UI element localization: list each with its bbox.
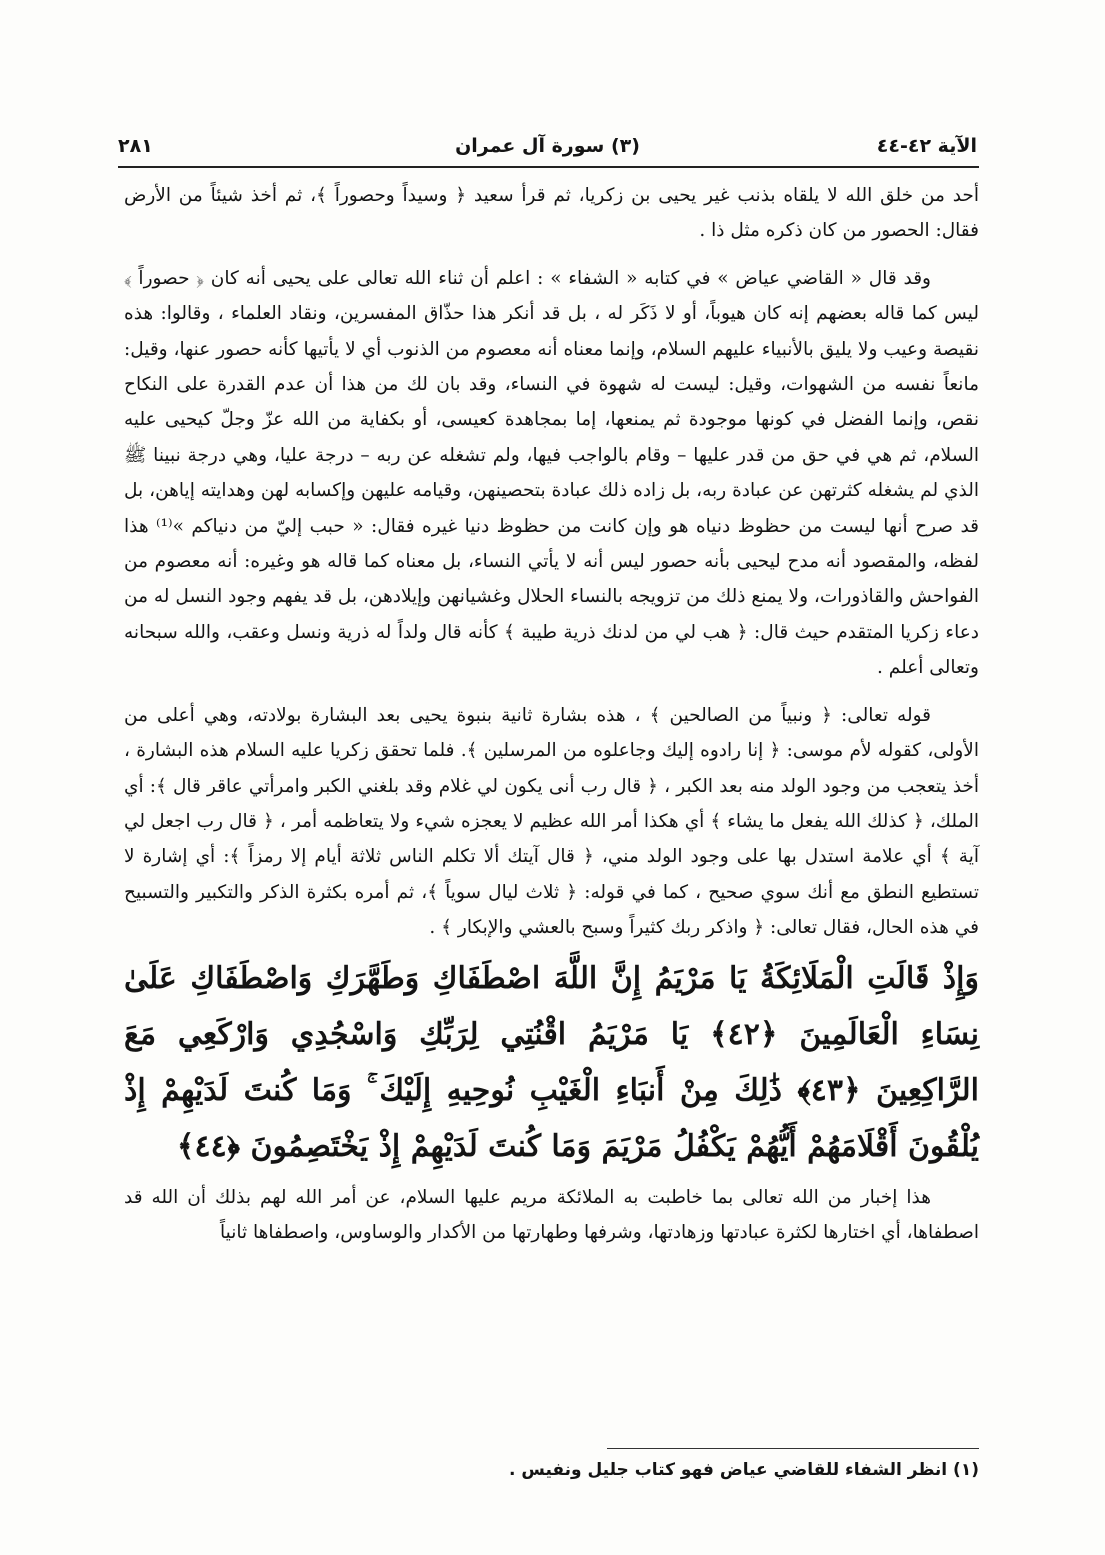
page-number: ٢٨١ (118, 135, 153, 157)
paragraph-continuation: أحد من خلق الله لا يلقاه بذنب غير يحيى بن زكريا، ثم قرأ سعيد ﴿ وسيداً وحصوراً ﴾، ثم أخذ شيئاً من الأرض فقال: الحصور من كان ذكره مثل ذا . (124, 185, 979, 242)
paragraph-qadi-iyad: وقد قال « القاضي عياض » في كتابه « الشفاء » : اعلم أن ثناء الله تعالى على يحيى أنه كان ﴿ حصوراً ﴾ ليس كما قاله بعضهم إنه كان هيوباً، أو لا ذَكَر له ، بل قد أنكر هذا حذّاق المفسرين، ونقاد العلماء ، وقالوا: هذه نقيصة وعيب ولا يليق بالأنبياء عليهم السلام، وإنما معناه أنه معصوم من الذنوب أي لا يأتيها كأنه حصور عنها، وقيل: مانعاً نفسه من الشهوات، وقيل: ليست له شهوة في النساء، وقد بان لك من هذا أن عدم القدرة على النكاح نقص، وإنما الفضل في كونها موجودة ثم يمنعها، إما بمجاهدة كعيسى، أو بكفاية من الله عزّ وجلّ كيحيى عليه السلام، ثم هي في حق من قدر عليها – وقام بالواجب فيها، ولم تشغله عن ربه – درجة عليا، وهي درجة نبينا ﷺ الذي لم يشغله كثرتهن عن عبادة ربه، بل زاده ذلك عبادة بتحصينهن، وقيامه عليهن وإكسابه لهن وهدايته إياهن، بل قد صرح أنها ليست من حظوظ دنياه هو وإن كانت من حظوظ دنيا غيره فقال: « حبب إليّ من دنياكم »⁽¹⁾ هذا لفظه، والمقصود أنه مدح ليحيى بأنه حصور ليس أنه لا يأتي النساء، بل معناه كما قاله هو وغيره: أنه معصوم من الفواحش والقاذورات، ولا يمنع ذلك من تزويجه بالنساء الحلال وغشيانهن وإيلادهن، بل قد يفهم وجود النسل له من دعاء زكريا المتقدم حيث قال: ﴿ هب لي من لدنك ذرية طيبة ﴾ كأنه قال ولداً له ذرية ونسل وعقب، والله سبحانه وتعالى أعلم . (124, 267, 979, 679)
page-body (124, 178, 979, 1250)
paragraph-tafsir: هذا إخبار من الله تعالى بما خاطبت به الملائكة مريم عليها السلام، عن أمر الله لهم بذلك أن الله قد اصطفاها، أي اختارها لكثرة عبادتها وزهادتها، وشرفها وطهارتها من الأكدار والوساوس، واصطفاها ثانياً (124, 1186, 979, 1243)
surah-title: (٣) سورة آل عمران (455, 135, 640, 157)
page-header (118, 132, 977, 160)
footnote: (١) انظر الشفاء للقاضي عياض فهو كتاب جليل ونفيس . (509, 1460, 979, 1480)
quran-verse-block: وَإِذْ قَالَتِ الْمَلَائِكَةُ يَا مَرْيَمُ إِنَّ اللَّهَ اصْطَفَاكِ وَطَهَّرَكِ وَاصْطَفَاكِ عَلَىٰ نِسَاءِ الْعَالَمِينَ ﴿٤٢﴾ يَا مَرْيَمُ اقْنُتِي لِرَبِّكِ وَاسْجُدِي وَارْكَعِي مَعَ الرَّاكِعِينَ ﴿٤٣﴾ ذَٰلِكَ مِنْ أَنبَاءِ الْغَيْبِ نُوحِيهِ إِلَيْكَ ۚ وَمَا كُنتَ لَدَيْهِمْ إِذْ يُلْقُونَ أَقْلَامَهُمْ أَيُّهُمْ يَكْفُلُ مَرْيَمَ وَمَا كُنتَ لَدَيْهِمْ إِذْ يَخْتَصِمُونَ ﴿٤٤﴾ (124, 960, 979, 1164)
footnote-divider (607, 1448, 979, 1449)
verse-range-label: الآية ٤٢-٤٤ (876, 135, 977, 157)
header-divider (118, 166, 979, 168)
paragraph-commentary: قوله تعالى: ﴿ ونبياً من الصالحين ﴾ ، هذه بشارة ثانية بنبوة يحيى بعد البشارة بولادته، وهي أعلى من الأولى، كقوله لأم موسى: ﴿ إنا رادوه إليك وجاعلوه من المرسلين ﴾. فلما تحقق زكريا عليه السلام هذه البشارة ، أخذ يتعجب من وجود الولد منه بعد الكبر ، ﴿ قال رب أنى يكون لي غلام وقد بلغني الكبر وامرأتي عاقر قال ﴾: أي الملك، ﴿ كذلك الله يفعل ما يشاء ﴾ أي هكذا أمر الله عظيم لا يعجزه شيء ولا يتعاظمه أمر ، ﴿ قال رب اجعل لي آية ﴾ أي علامة استدل بها على وجود الولد مني، ﴿ قال آيتك ألا تكلم الناس ثلاثة أيام إلا رمزاً ﴾: أي إشارة لا تستطيع النطق مع أنك سوي صحيح ، كما في قوله: ﴿ ثلاث ليال سوياً ﴾، ثم أمره بكثرة الذكر والتكبير والتسبيح في هذه الحال، فقال تعالى: ﴿ واذكر ربك كثيراً وسبح بالعشي والإبكار ﴾ . (124, 704, 979, 939)
